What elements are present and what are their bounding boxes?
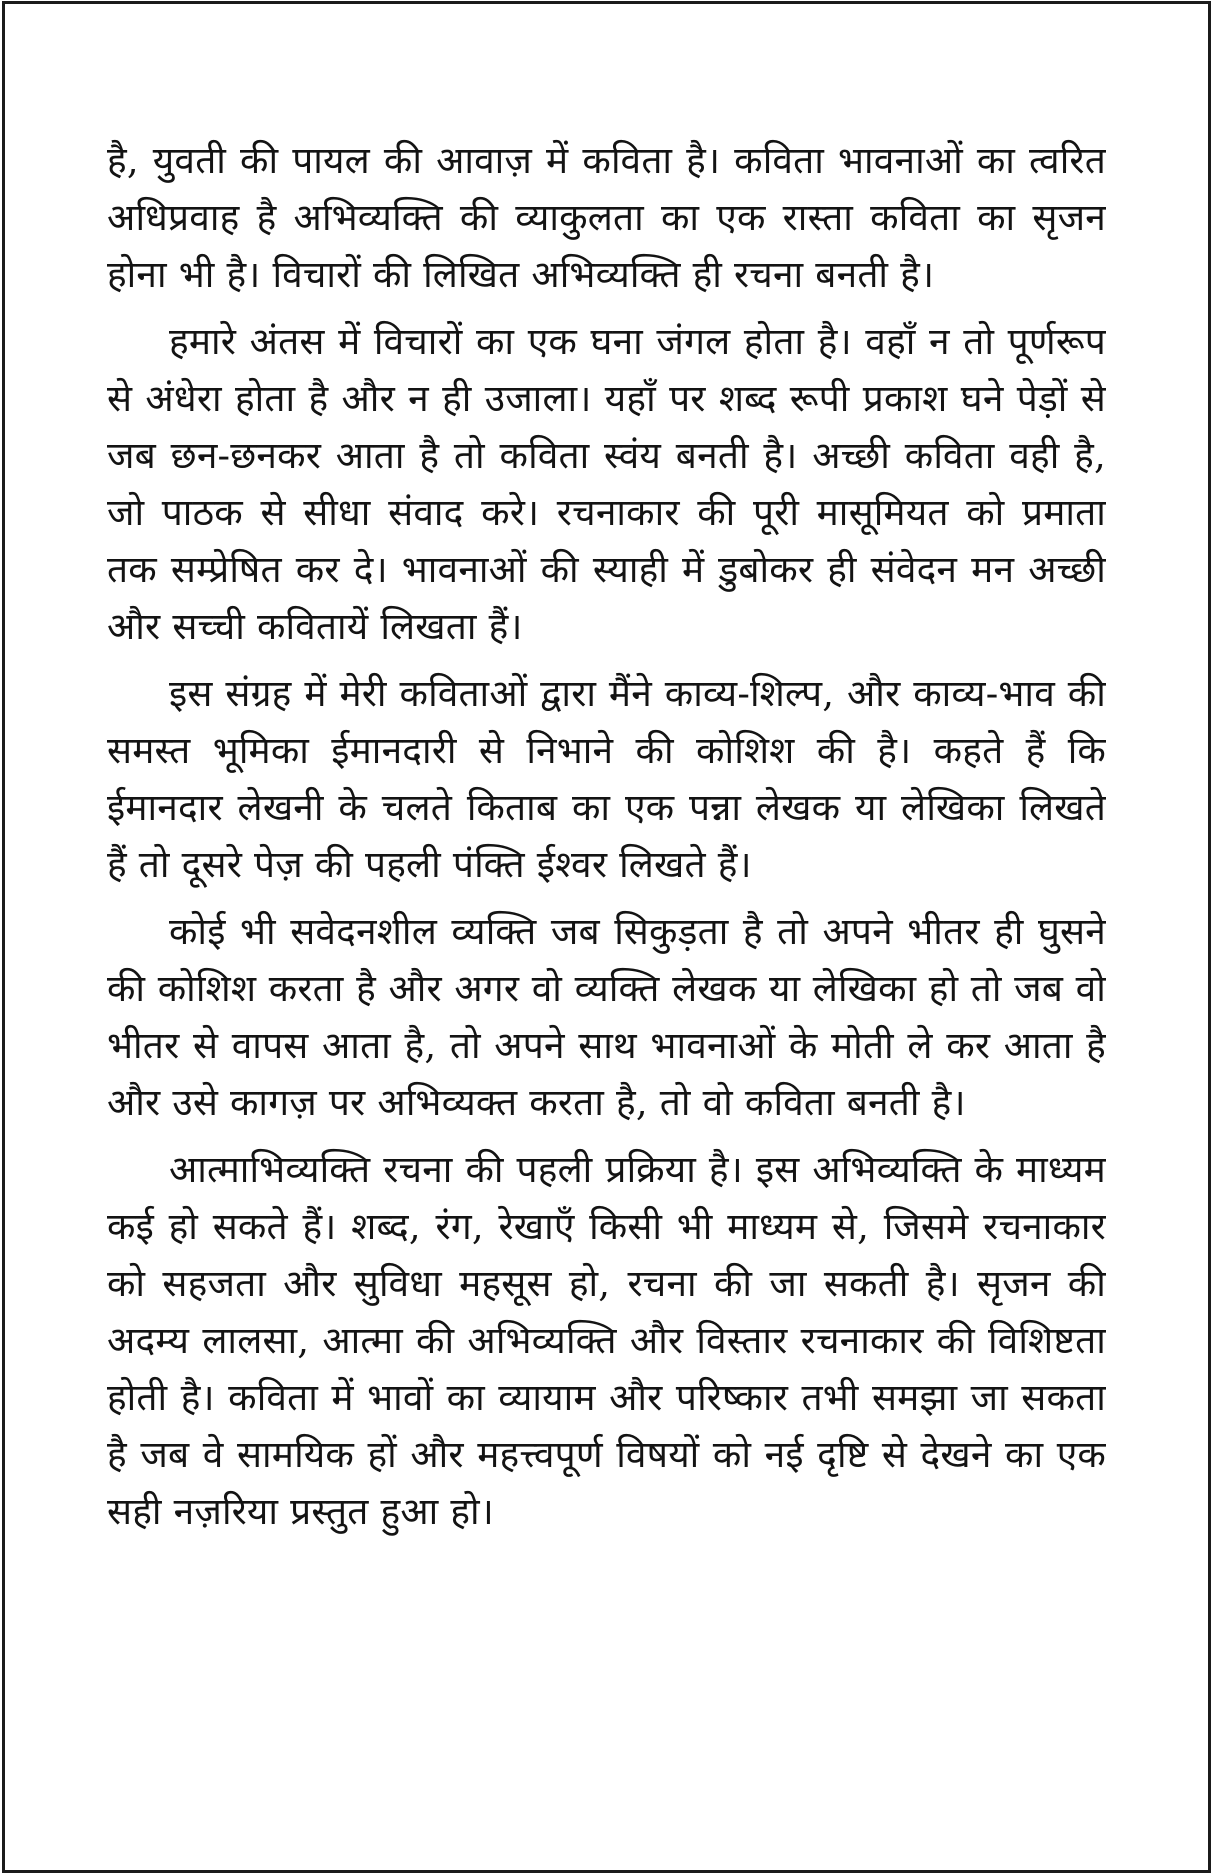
page-content [107, 132, 1106, 1830]
paragraph-continuation: है, युवती की पायल की आवाज़ में कविता है। कविता भावनाओं का त्वरित अधिप्रवाह है अभिव्यक्ति की व्याकुलता का एक रास्ता कविता का सृजन होना भी है। विचारों की लिखित अभिव्यक्ति ही रचना बनती है। [107, 139, 1106, 296]
paragraph: आत्माभिव्यक्ति रचना की पहली प्रक्रिया है। इस अभिव्यक्ति के माध्यम कई हो सकते हैं। शब्द, रंग, रेखाएँ किसी भी माध्यम से, जिसमे रचनाकार को सहजता और सुविधा महसूस हो, रचना की जा सकती है। सृजन की अदम्य लालसा, आत्मा की अभिव्यक्ति और विस्तार रचनाकार की विशिष्टता होती है। कविता में भावों का व्यायाम और परिष्कार तभी समझा जा सकता है जब वे सामयिक हों और महत्त्वपूर्ण विषयों को नई दृष्टि से देखने का एक सही नज़रिया प्रस्तुत हुआ हो। [107, 1148, 1106, 1533]
paragraph: कोई भी सवेदनशील व्यक्ति जब सिकुड़ता है तो अपने भीतर ही घुसने की कोशिश करता है और अगर वो व्यक्ति लेखक या लेखिका हो तो जब वो भीतर से वापस आता है, तो अपने साथ भावनाओं के मोती ले कर आता है और उसे कागज़ पर अभिव्यक्त करता है, तो वो कविता बनती है। [107, 910, 1106, 1124]
page-frame [2, 1, 1211, 1873]
paragraph: हमारे अंतस में विचारों का एक घना जंगल होता है। वहाँ न तो पूर्णरूप से अंधेरा होता है और न ही उजाला। यहाँ पर शब्द रूपी प्रकाश घने पेड़ों से जब छन-छनकर आता है तो कविता स्वंय बनती है। अच्छी कविता वही है, जो पाठक से सीधा संवाद करे। रचनाकार की पूरी मासूमियत को प्रमाता तक सम्प्रेषित कर दे। भावनाओं की स्याही में डुबोकर ही संवेदन मन अच्छी और सच्ची कवितायें लिखता हैं। [107, 320, 1106, 648]
paragraph: इस संग्रह में मेरी कविताओं द्वारा मैंने काव्य-शिल्प, और काव्य-भाव की समस्त भूमिका ईमानदारी से निभाने की कोशिश की है। कहते हैं कि ईमानदार लेखनी के चलते किताब का एक पन्ना लेखक या लेखिका लिखते हैं तो दूसरे पेज़ की पहली पंक्ति ईश्वर लिखते हैं। [107, 672, 1106, 886]
